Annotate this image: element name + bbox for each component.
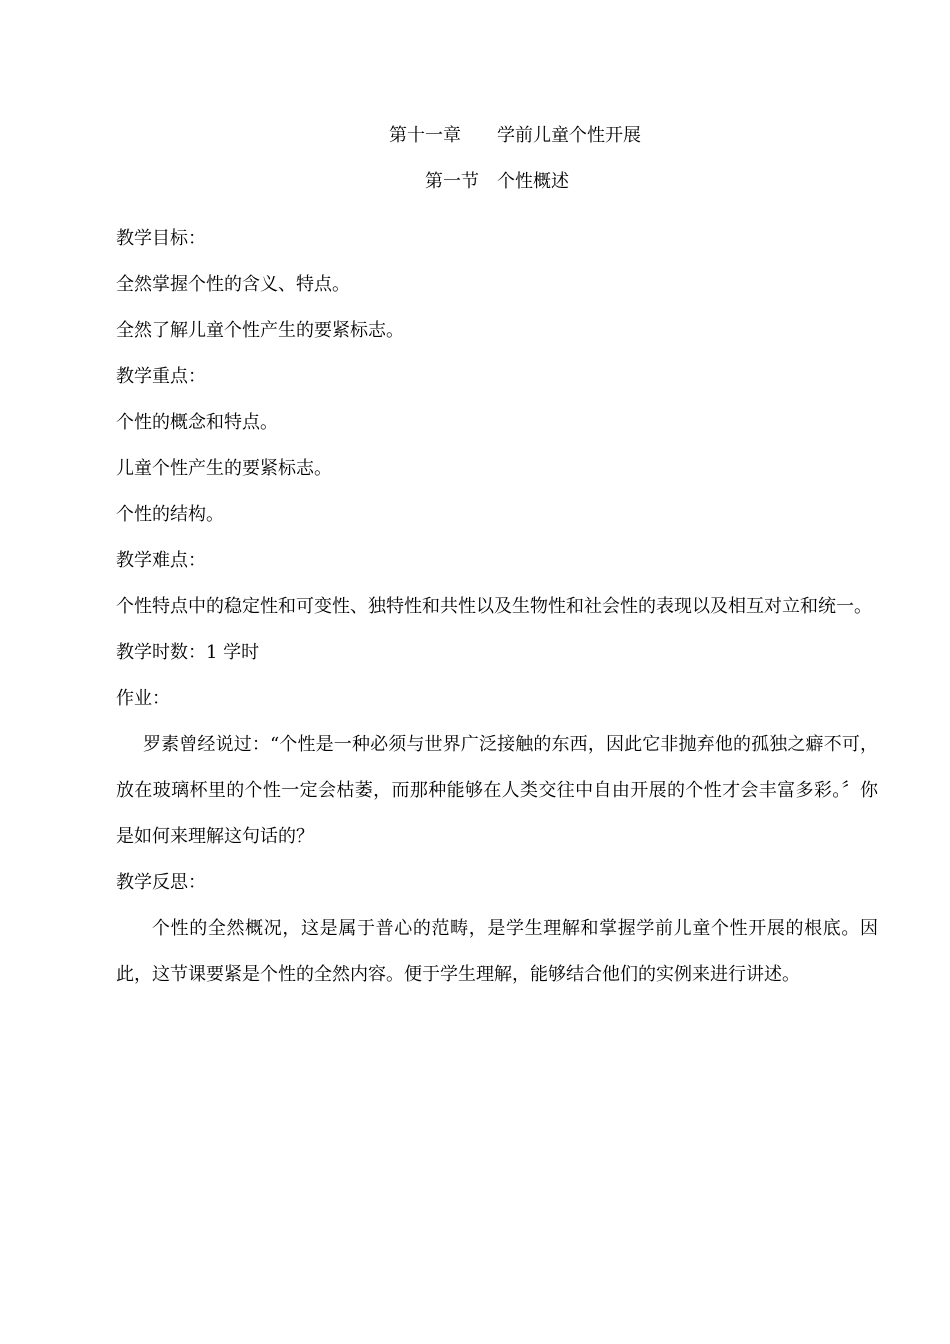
key-point-item: 儿童个性产生的要紧标志。 xyxy=(116,458,332,479)
key-point-item: 个性的结构。 xyxy=(116,504,224,525)
difficulties-heading: 教学难点： xyxy=(116,550,206,571)
goal-item: 全然了解儿童个性产生的要紧标志。 xyxy=(116,320,404,341)
homework-heading: 作业： xyxy=(116,688,170,709)
document-body xyxy=(116,118,878,998)
difficulties-text: 个性特点中的稳定性和可变性、独特性和共性以及生物性和社会性的表现以及相互对立和统一。 xyxy=(116,596,872,617)
teaching-hours: 教学时数：1 学时 xyxy=(116,642,260,663)
chapter-title: 第十一章 学前儿童个性开展 xyxy=(389,125,641,146)
reflection-heading: 教学反思： xyxy=(116,872,206,893)
key-point-item: 个性的概念和特点。 xyxy=(116,412,278,433)
goals-heading: 教学目标： xyxy=(116,228,206,249)
reflection-text: 个性的全然概况，这是属于普心的范畴，是学生理解和掌握学前儿童个性开展的根底。因此，这节课要紧是个性的全然内容。便于学生理解，能够结合他们的实例来进行讲述。 xyxy=(116,918,878,985)
key-points-heading: 教学重点： xyxy=(116,366,206,387)
homework-text: 罗素曾经说过：“个性是一种必须与世界广泛接触的东西，因此它非抛弃他的孤独之癖不可，放在玻璃杯里的个性一定会枯萎，而那种能够在人类交往中自由开展的个性才会丰富多彩。〞你是如何来理解这句话的？ xyxy=(116,734,878,847)
section-title: 第一节 个性概述 xyxy=(425,171,569,192)
goal-item: 全然掌握个性的含义、特点。 xyxy=(116,274,350,295)
